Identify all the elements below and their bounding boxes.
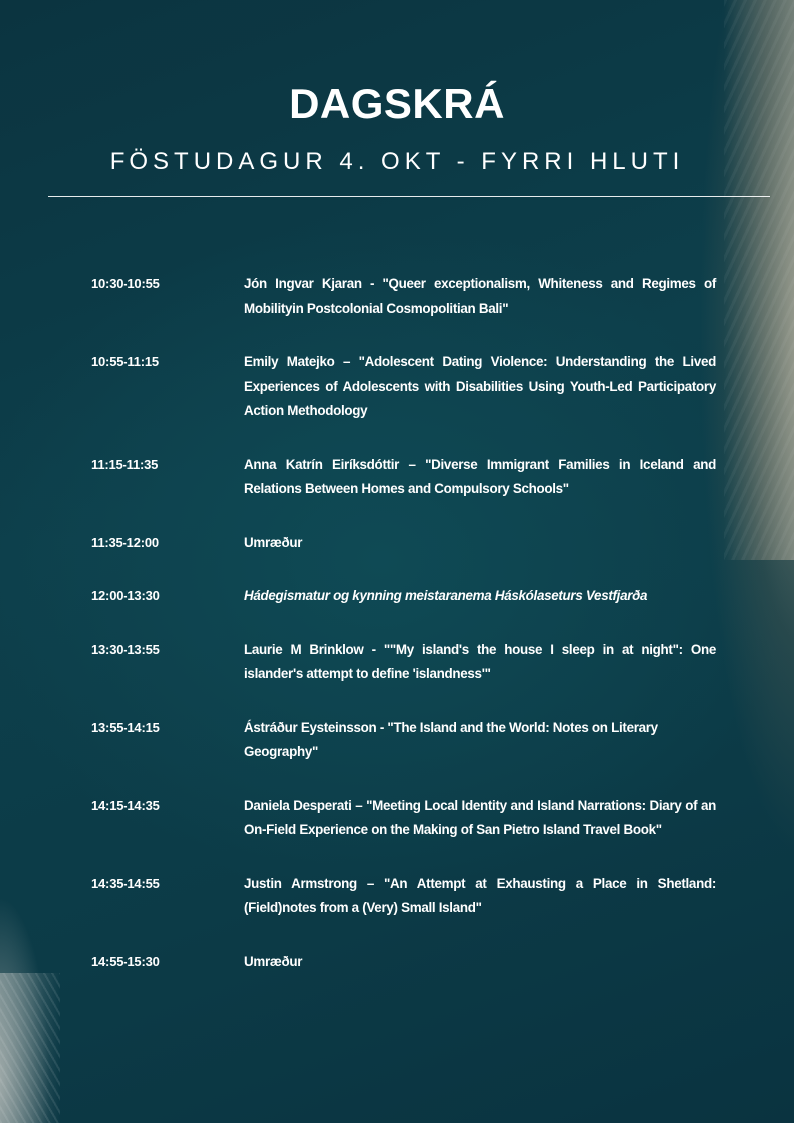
schedule-row: [91, 872, 716, 921]
schedule-time: 13:30-13:55: [91, 641, 160, 657]
schedule-description: Umræður: [244, 953, 303, 969]
schedule-description: Ástráður Eysteinsson - "The Island and the World: Notes on Literary Geography": [244, 719, 658, 759]
schedule-row: [91, 350, 716, 424]
schedule-description: Anna Katrín Eiríksdóttir – "Diverse Immigrant Families in Iceland and Relations Between Homes and Compulsory Schools": [244, 456, 716, 496]
schedule-row: [91, 716, 716, 765]
schedule-time: 14:55-15:30: [91, 953, 160, 969]
schedule-row: [91, 638, 716, 687]
schedule-time: 11:35-12:00: [91, 534, 159, 550]
schedule-row: [91, 272, 716, 321]
schedule-time: 14:35-14:55: [91, 875, 160, 891]
schedule-description: Laurie M Brinklow - ""My island's the house I sleep in at night": One islander's attempt to define 'islandness'": [244, 641, 716, 681]
schedule-time: 12:00-13:30: [91, 588, 160, 603]
schedule-time: 10:55-11:15: [91, 354, 159, 369]
shoreline-decoration: [0, 973, 60, 1123]
page-title: DAGSKRÁ: [289, 80, 505, 127]
schedule-time: 10:30-10:55: [91, 276, 160, 291]
schedule-description: Emily Matejko – "Adolescent Dating Violence: Understanding the Lived Experiences of Adolescents with Disabilities Using Youth-Led Participatory Action Methodology: [244, 354, 716, 418]
schedule-description: Justin Armstrong – "An Attempt at Exhausting a Place in Shetland: (Field)notes from a (Very) Small Island": [244, 875, 716, 915]
schedule-time: 13:55-14:15: [91, 719, 160, 735]
schedule-row: [91, 453, 716, 502]
schedule-time: 11:15-11:35: [91, 456, 159, 472]
schedule-row: [91, 950, 716, 975]
schedule-list: [91, 272, 716, 974]
schedule-row: [91, 531, 716, 556]
header-divider: [48, 196, 770, 197]
page-subtitle: FÖSTUDAGUR 4. OKT - FYRRI HLUTI: [109, 148, 685, 175]
schedule-row: [91, 794, 716, 843]
schedule-description: Hádegismatur og kynning meistaranema Háskólaseturs Vestfjarða: [244, 588, 648, 603]
schedule-description: Jón Ingvar Kjaran - "Queer exceptionalism, Whiteness and Regimes of Mobilityin Postcolonial Cosmopolitian Bali": [244, 276, 716, 316]
schedule-description: Daniela Desperati – "Meeting Local Identity and Island Narrations: Diary of an On-Field Experience on the Making of San Pietro Island Travel Book": [244, 797, 716, 837]
schedule-row: [91, 584, 716, 609]
schedule-time: 14:15-14:35: [91, 797, 160, 813]
schedule-description: Umræður: [244, 534, 303, 550]
